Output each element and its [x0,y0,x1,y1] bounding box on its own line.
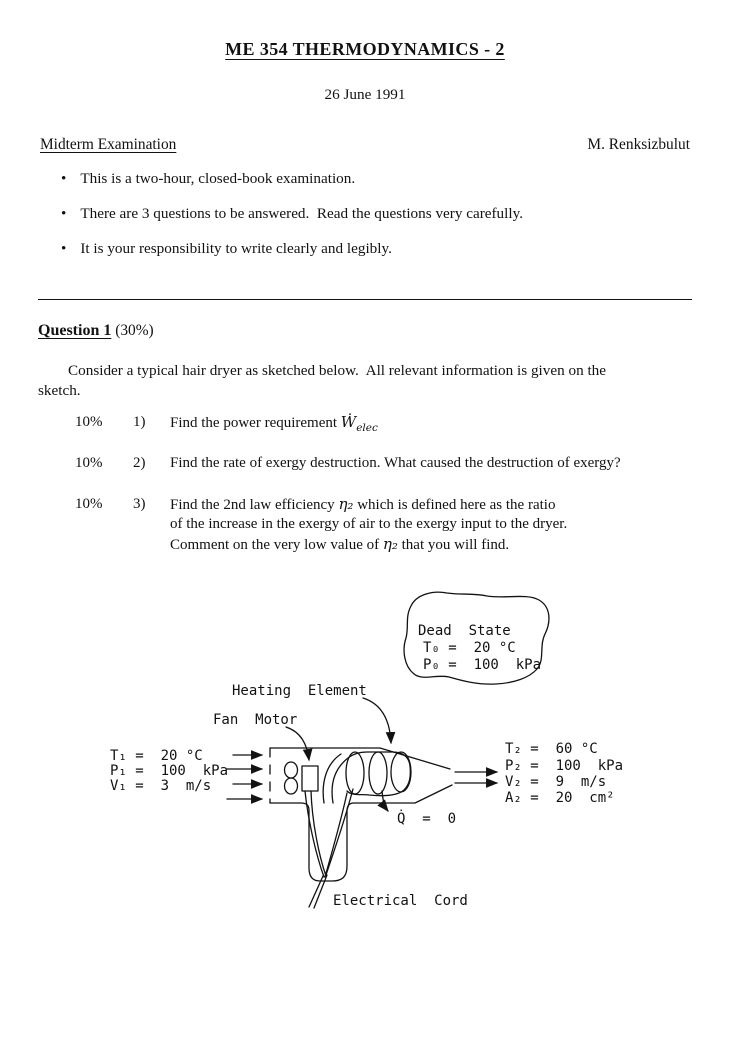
outlet-t2: T₂ = 60 °C [505,741,598,757]
intro-line: sketch. [38,381,81,399]
part-marks: 10% [75,414,103,430]
instruction-item [61,170,523,188]
part-text [170,413,378,438]
outlet-p2: P₂ = 100 kPa [505,758,624,774]
question-1-weight: (30%) [111,322,154,339]
part-text-post: which is defined here as the ratio [353,497,556,513]
part-text [170,495,567,555]
heating-element-label: Heating Element [232,683,367,699]
question-part-3 [75,495,567,555]
cord-wire [305,791,324,877]
heating-element-leader-arrow [363,698,391,743]
cord-wire [311,791,326,876]
part-text-line: of the increase in the exergy of air to the exergy input to the dryer. [170,516,568,533]
section-divider [38,299,692,300]
dead-state-title: Dead State [418,623,511,639]
part-text-post: that you will find. [397,536,510,553]
inlet-t1: T₁ = 20 °C [110,748,203,764]
question-1-title: Question 1 [38,322,112,339]
inlet-p1: P₁ = 100 kPa [110,763,229,779]
part-text-pre: Comment on the very low value of [170,536,383,553]
question-part-1 [75,413,378,438]
heating-coil-3 [391,752,411,792]
fan-blade-bottom [285,778,298,794]
question-1-intro [38,361,606,400]
bullet-icon: • [61,240,67,257]
eta2-symbol: η₂ [382,534,398,553]
instruction-item [61,205,523,223]
inlet-v1: V₁ = 3 m/s [110,778,212,794]
part-text-pre: Find the power requirement [170,415,341,431]
dryer-body-bottom-and-handle [270,785,452,881]
part-text-line [170,495,567,515]
bullet-icon: • [61,170,67,187]
dead-state-t0: T₀ = 20 °C [423,640,516,656]
heating-coil-1 [346,752,364,794]
exam-date: 26 June 1991 [324,86,406,103]
instruction-text: It is your responsibility to write clearly and legibly. [80,240,392,257]
question-1-heading [38,322,154,340]
part-text: Find the rate of exergy destruction. What caused the destruction of exergy? [170,455,621,471]
byline [40,136,690,154]
q-zero-leader-arrow [382,791,388,811]
part-number: 3) [133,496,146,512]
w-dot-symbol: Ẇ [340,413,357,431]
electrical-cord-label: Electrical Cord [333,893,468,909]
heating-coil-2 [369,752,387,794]
intro-line: Consider a typical hair dryer as sketched below. All relevant information is given on the [68,362,607,379]
instruction-item [61,240,523,258]
fan-motor-box [302,766,318,791]
instruction-text: There are 3 questions to be answered. Read the questions very carefully. [80,205,523,222]
part-number: 2) [133,455,146,471]
w-dot-subscript: elec [356,422,378,434]
instructor-name: M. Renksizbulut [587,136,690,153]
part-number: 1) [133,414,146,430]
hair-dryer-sketch [0,580,730,925]
instruction-list [61,170,523,258]
cord-wire [325,793,347,877]
part-text-pre: Find the 2nd law efficiency [170,497,339,513]
part-text-line [170,535,567,555]
fan-motor-leader-arrow [286,727,309,760]
question-part-2 [75,454,621,473]
part-marks: 10% [75,496,103,512]
outlet-a2: A₂ = 20 cm² [505,790,615,806]
part-marks: 10% [75,455,103,471]
fan-motor-label: Fan Motor [213,712,298,728]
page-title: ME 354 THERMODYNAMICS - 2 [225,39,505,59]
outlet-v2: V₂ = 9 m/s [505,774,607,790]
fan-blade-top [285,762,298,778]
cord-wire [326,789,353,875]
bullet-icon: • [61,205,67,222]
instruction-text: This is a two-hour, closed-book examination. [80,170,356,187]
exam-type-label: Midterm Examination [40,136,177,153]
dead-state-p0: P₀ = 100 kPa [423,657,542,673]
eta2-symbol: η₂ [338,495,354,513]
q-zero-label: Q̇ = 0 [397,811,457,827]
